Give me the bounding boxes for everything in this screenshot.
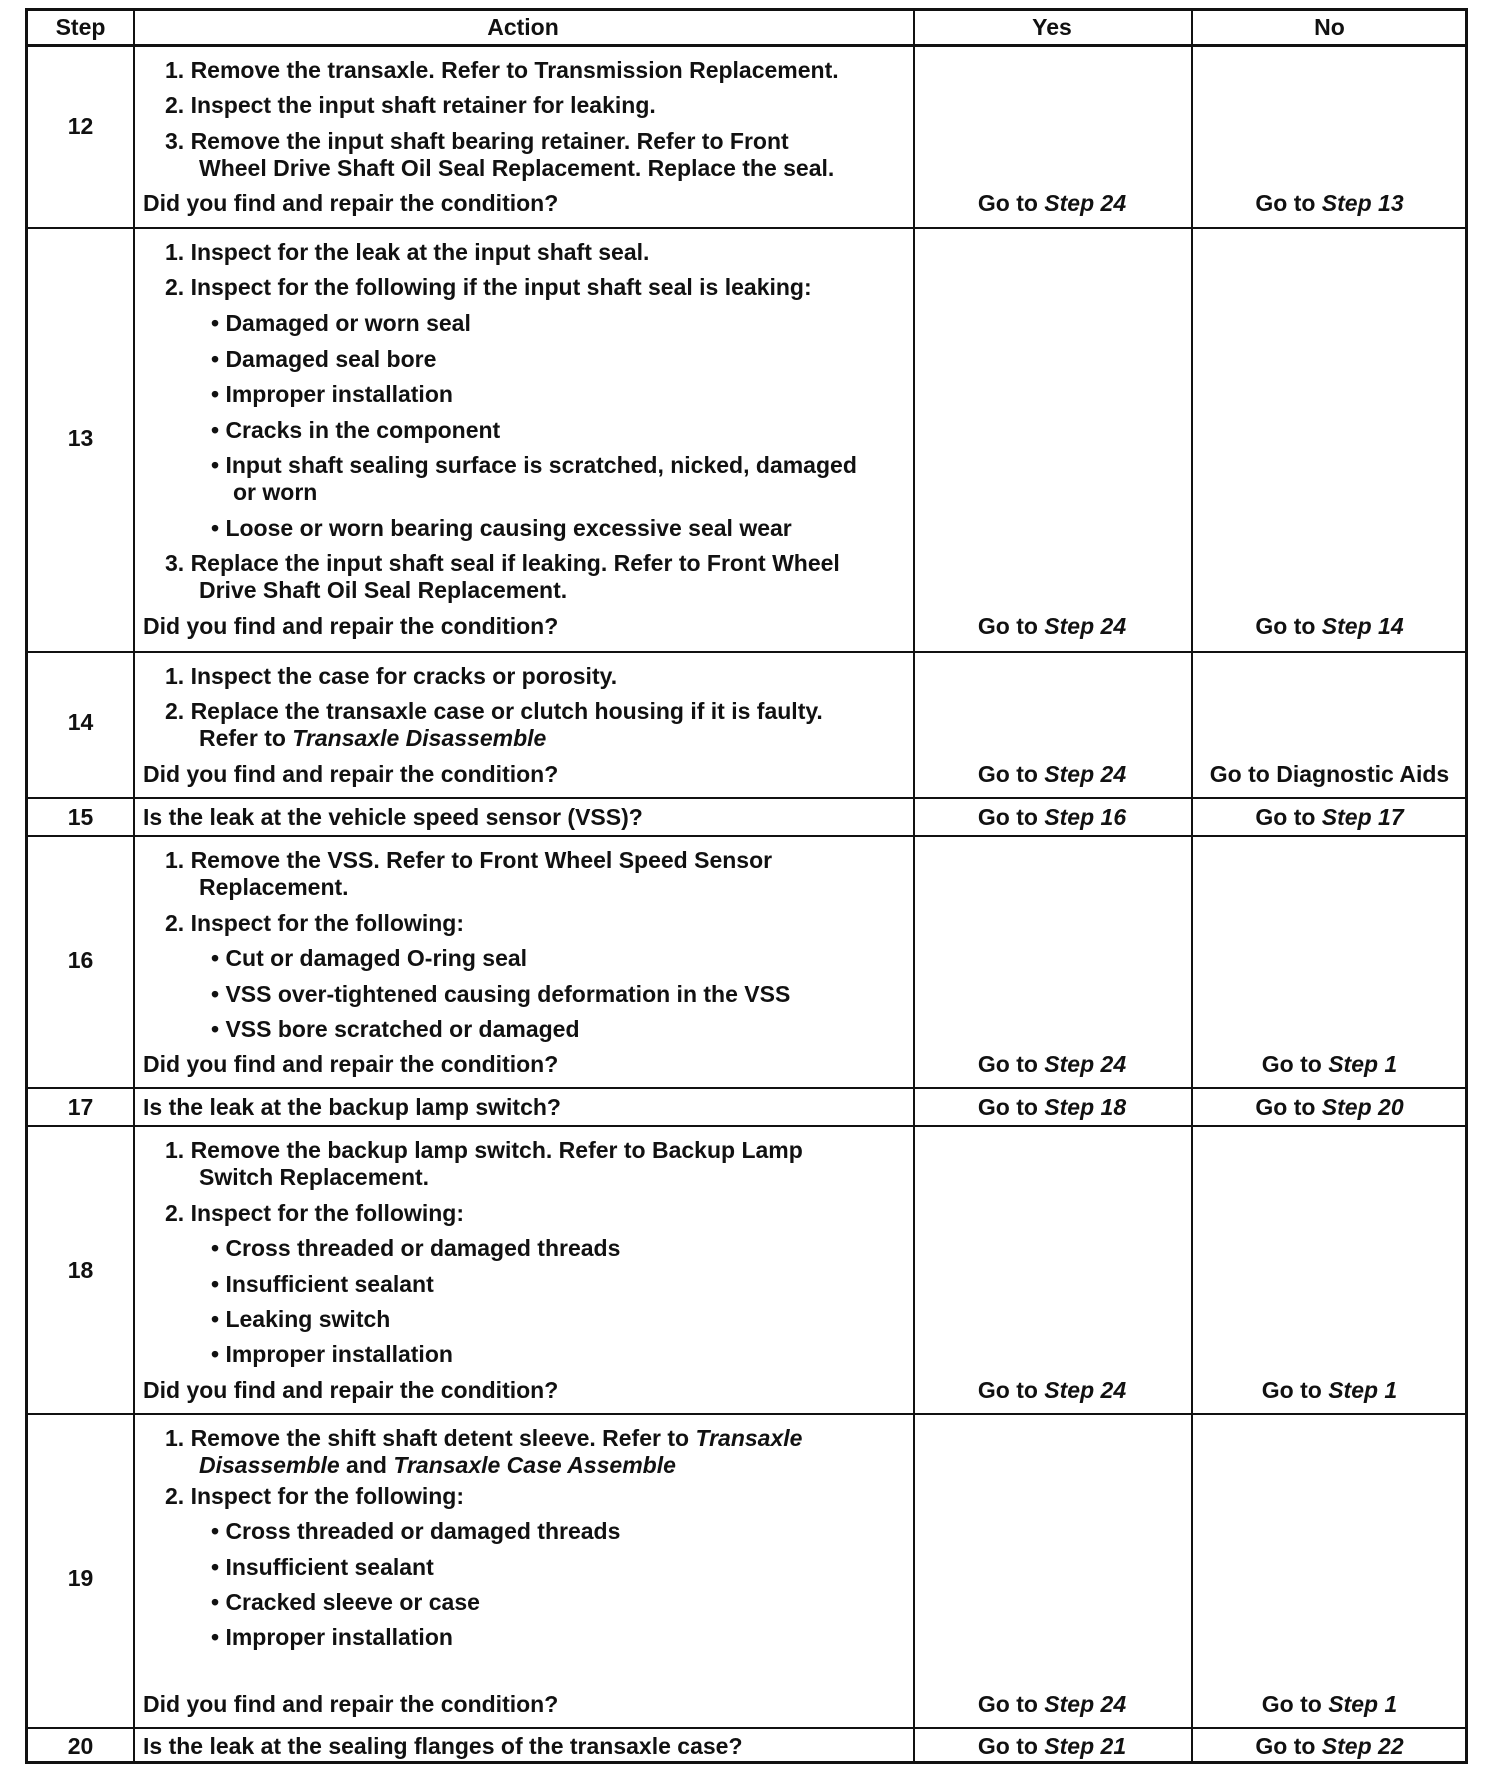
bullet-item-continued: or worn [233, 479, 318, 505]
action-line: Switch Replacement. [199, 1164, 430, 1190]
action-cell [133, 1729, 913, 1764]
action-cell [133, 799, 913, 835]
yes-prefix: Go to [977, 1094, 1038, 1120]
action-question: Is the leak at the vehicle speed sensor (VSS)? [143, 804, 643, 830]
action-line: 2. Inspect for the following: [165, 910, 464, 936]
step-number: 17 [67, 1094, 94, 1120]
no-cell [1191, 190, 1468, 217]
step-number: 16 [67, 947, 94, 973]
column-divider [133, 11, 135, 1761]
yes-step-link[interactable]: Step 24 [1044, 190, 1127, 216]
no-step-link[interactable]: Step 1 [1328, 1691, 1398, 1717]
reference-link[interactable]: Transaxle [695, 1425, 803, 1451]
table-row-12 [28, 47, 1465, 229]
table-row-13 [28, 229, 1465, 653]
action-question: Is the leak at the sealing flanges of the transaxle case? [143, 1733, 743, 1759]
action-question: Is the leak at the backup lamp switch? [143, 1094, 561, 1120]
no-cell [1191, 804, 1468, 831]
action-line: 1. Inspect for the leak at the input shaft seal. [165, 239, 650, 265]
no-prefix: Go to [1261, 1691, 1322, 1717]
yes-cell [913, 761, 1191, 788]
yes-prefix: Go to [977, 1733, 1038, 1759]
step-number: 15 [67, 804, 94, 830]
action-question: Did you find and repair the condition? [143, 613, 559, 639]
action-line: Wheel Drive Shaft Oil Seal Replacement. Replace the seal. [199, 155, 835, 181]
action-line: 2. Inspect for the following: [165, 1483, 464, 1509]
yes-step-link[interactable]: Step 24 [1044, 613, 1127, 639]
no-cell [1191, 1691, 1468, 1718]
action-question: Did you find and repair the condition? [143, 1377, 559, 1403]
yes-cell [913, 1094, 1191, 1121]
table-row-17 [28, 1089, 1465, 1127]
step-number: 19 [67, 1565, 94, 1591]
yes-step-link[interactable]: Step 24 [1044, 761, 1127, 787]
no-step-link[interactable]: Step 17 [1321, 804, 1404, 830]
action-cell [133, 47, 913, 227]
bullet-item: • Cracked sleeve or case [211, 1589, 480, 1615]
bullet-item: • Damaged or worn seal [211, 310, 471, 336]
action-line [199, 725, 546, 752]
reference-link[interactable]: Disassemble [199, 1452, 340, 1478]
no-cell[interactable]: Go to Diagnostic Aids [1209, 761, 1450, 787]
step-number: 13 [67, 425, 94, 451]
yes-step-link[interactable]: Step 24 [1044, 1691, 1127, 1717]
bullet-item: • Input shaft sealing surface is scratched, nicked, damaged [211, 452, 857, 478]
action-line: 1. Remove the transaxle. Refer to Transmission Replacement. [165, 57, 839, 83]
no-step-link[interactable]: Step 1 [1328, 1377, 1398, 1403]
no-prefix: Go to [1255, 613, 1316, 639]
yes-cell [913, 190, 1191, 217]
no-cell [1191, 1733, 1468, 1760]
step-number: 14 [67, 709, 94, 735]
yes-cell [913, 804, 1191, 831]
action-line [165, 1425, 802, 1452]
table-row-18 [28, 1127, 1465, 1415]
header-yes: Yes [1032, 14, 1072, 40]
bullet-item: • Cross threaded or damaged threads [211, 1518, 621, 1544]
action-cell [133, 229, 913, 651]
no-step-link[interactable]: Step 13 [1321, 190, 1404, 216]
yes-cell [913, 1377, 1191, 1404]
table-row-15 [28, 799, 1465, 837]
yes-step-link[interactable]: Step 21 [1044, 1733, 1127, 1759]
column-divider [913, 11, 915, 1761]
yes-step-link[interactable]: Step 18 [1044, 1094, 1127, 1120]
action-line: 2. Inspect for the following if the input shaft seal is leaking: [165, 274, 812, 300]
action-line: Drive Shaft Oil Seal Replacement. [199, 577, 568, 603]
table-header [28, 11, 1465, 47]
step-number: 12 [67, 113, 94, 139]
yes-prefix: Go to [977, 1691, 1038, 1717]
reference-link[interactable]: Transaxle Disassemble [292, 725, 547, 751]
action-line: 1. Inspect the case for cracks or porosity. [165, 663, 618, 689]
action-line: Replacement. [199, 874, 349, 900]
yes-prefix: Go to [977, 190, 1038, 216]
diagnostic-table [25, 8, 1468, 1764]
action-line: 2. Replace the transaxle case or clutch housing if it is faulty. [165, 698, 823, 724]
action-line: 3. Replace the input shaft seal if leaking. Refer to Front Wheel [165, 550, 840, 576]
action-text: 1. Remove the shift shaft detent sleeve. Refer to [165, 1425, 690, 1451]
bullet-item: • Cross threaded or damaged threads [211, 1235, 621, 1261]
action-line: 2. Inspect the input shaft retainer for leaking. [165, 92, 656, 118]
yes-prefix: Go to [977, 804, 1038, 830]
yes-step-link[interactable]: Step 16 [1044, 804, 1127, 830]
action-cell [133, 1415, 913, 1727]
no-prefix: Go to [1255, 190, 1316, 216]
bullet-item: • Improper installation [211, 1624, 453, 1650]
bullet-item: • Improper installation [211, 1341, 453, 1367]
action-cell [133, 653, 913, 797]
table-row-16 [28, 837, 1465, 1089]
action-question: Did you find and repair the condition? [143, 190, 559, 216]
action-cell [133, 837, 913, 1087]
action-question: Did you find and repair the condition? [143, 1691, 559, 1717]
yes-cell [913, 613, 1191, 640]
action-question: Did you find and repair the condition? [143, 1051, 559, 1077]
action-question: Did you find and repair the condition? [143, 761, 559, 787]
header-action: Action [487, 14, 559, 40]
bullet-item: • Cracks in the component [211, 417, 501, 443]
action-line: 1. Remove the backup lamp switch. Refer to Backup Lamp [165, 1137, 803, 1163]
no-cell [1191, 1051, 1468, 1078]
column-divider [1191, 11, 1193, 1761]
table-row-14 [28, 653, 1465, 799]
yes-prefix: Go to [977, 761, 1038, 787]
action-text: and [346, 1452, 387, 1478]
no-prefix: Go to [1261, 1377, 1322, 1403]
bullet-item: • VSS bore scratched or damaged [211, 1016, 580, 1042]
yes-prefix: Go to [977, 613, 1038, 639]
no-prefix: Go to [1255, 1733, 1316, 1759]
action-line [199, 1452, 676, 1479]
bullet-item: • VSS over-tightened causing deformation in the VSS [211, 981, 791, 1007]
no-step-link[interactable]: Step 20 [1321, 1094, 1404, 1120]
no-cell [1191, 1094, 1468, 1121]
step-number: 20 [67, 1733, 94, 1759]
action-text: Refer to [199, 725, 286, 751]
yes-step-link[interactable]: Step 24 [1044, 1051, 1127, 1077]
yes-prefix: Go to [977, 1051, 1038, 1077]
no-prefix: Go to [1255, 1094, 1316, 1120]
yes-cell [913, 1733, 1191, 1760]
header-step: Step [55, 14, 106, 40]
no-step-link[interactable]: Step 14 [1321, 613, 1404, 639]
bullet-item: • Insufficient sealant [211, 1554, 434, 1580]
bullet-item: • Loose or worn bearing causing excessive seal wear [211, 515, 792, 541]
yes-prefix: Go to [977, 1377, 1038, 1403]
no-cell [1191, 1377, 1468, 1404]
bullet-item: • Improper installation [211, 381, 453, 407]
yes-cell [913, 1051, 1191, 1078]
bullet-item: • Damaged seal bore [211, 346, 437, 372]
bullet-item: • Insufficient sealant [211, 1271, 434, 1297]
action-line: 1. Remove the VSS. Refer to Front Wheel Speed Sensor [165, 847, 773, 873]
step-number: 18 [67, 1257, 94, 1283]
action-cell [133, 1089, 913, 1125]
no-prefix: Go to [1255, 804, 1316, 830]
reference-link[interactable]: Transaxle Case Assemble [393, 1452, 676, 1478]
bullet-item: • Cut or damaged O-ring seal [211, 945, 528, 971]
no-prefix: Go to [1261, 1051, 1322, 1077]
action-line: 3. Remove the input shaft bearing retainer. Refer to Front [165, 128, 789, 154]
table-row-19 [28, 1415, 1465, 1729]
no-cell [1191, 613, 1468, 640]
yes-step-link[interactable]: Step 24 [1044, 1377, 1127, 1403]
no-step-link[interactable]: Step 22 [1321, 1733, 1404, 1759]
bullet-item: • Leaking switch [211, 1306, 391, 1332]
no-step-link[interactable]: Step 1 [1328, 1051, 1398, 1077]
table-row-20 [28, 1729, 1465, 1764]
action-cell [133, 1127, 913, 1413]
header-no: No [1314, 14, 1345, 40]
action-line: 2. Inspect for the following: [165, 1200, 464, 1226]
yes-cell [913, 1691, 1191, 1718]
